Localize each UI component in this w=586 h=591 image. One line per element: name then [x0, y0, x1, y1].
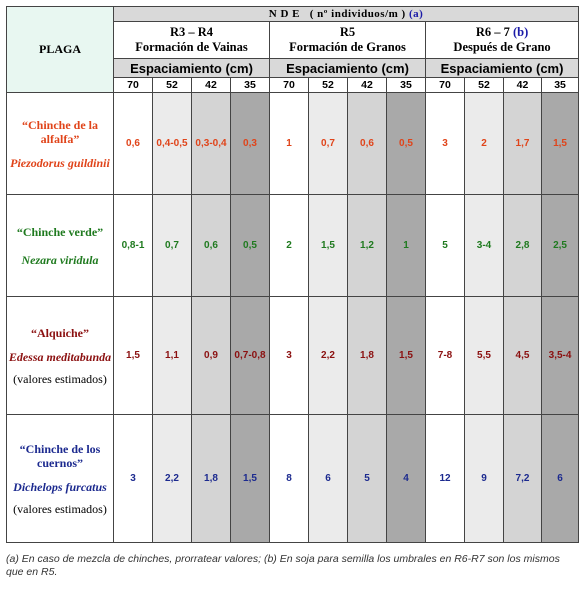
pest-common-name: “Chinche verde”: [16, 224, 104, 239]
table-row: [7, 93, 579, 195]
value-cell: 1,2: [348, 195, 387, 297]
pest-cell: [7, 195, 114, 297]
spacing-35: 35: [542, 78, 579, 93]
value-cell: 7,2: [504, 415, 542, 543]
spacing-35: 35: [231, 78, 270, 93]
spacing-42: 42: [192, 78, 231, 93]
value-cell: 0,6: [192, 195, 231, 297]
value-cell: 4,5: [504, 297, 542, 415]
value-cell: 2,2: [153, 415, 192, 543]
value-cell: 1,5: [309, 195, 348, 297]
value-cell: 2,5: [542, 195, 579, 297]
value-cell: 2: [465, 93, 504, 195]
stage-r3-r4-desc: Formación de Vainas: [135, 40, 248, 54]
table-row: [7, 297, 579, 415]
value-cell: 6: [542, 415, 579, 543]
spacing-35: 35: [387, 78, 426, 93]
pest-scientific-name: Nezara viridula: [21, 252, 99, 267]
stage-r5: [270, 22, 426, 59]
value-cell: 0,7: [309, 93, 348, 195]
nde-title-ref: (a): [408, 8, 424, 20]
stage-r3-r4: [114, 22, 270, 59]
spacing-42: 42: [348, 78, 387, 93]
value-cell: 0,5: [387, 93, 426, 195]
pest-scientific-name: Edessa meditabunda: [8, 349, 112, 364]
spacing-42: 42: [504, 78, 542, 93]
value-cell: 0,7: [153, 195, 192, 297]
spacing-70: 70: [270, 78, 309, 93]
value-cell: 0,9: [192, 297, 231, 415]
value-cell: 3,5-4: [542, 297, 579, 415]
pest-cell: [7, 93, 114, 195]
value-cell: 6: [309, 415, 348, 543]
pest-note: (valores estimados): [13, 371, 107, 386]
stage-r5-desc: Formación de Granos: [289, 40, 406, 54]
value-cell: 2,2: [309, 297, 348, 415]
value-cell: 0,3: [231, 93, 270, 195]
pest-cell: [7, 297, 114, 415]
value-cell: 1: [270, 93, 309, 195]
value-cell: 0,4-0,5: [153, 93, 192, 195]
value-cell: 0,5: [231, 195, 270, 297]
spacing-52: 52: [309, 78, 348, 93]
spacing-52: 52: [153, 78, 192, 93]
value-cell: 1,5: [542, 93, 579, 195]
stage-r6-r7: [426, 22, 579, 59]
pest-common-name: “Chinche de la alfalfa”: [21, 117, 98, 146]
pest-scientific-name: Dichelops furcatus: [13, 479, 107, 494]
stage-r3-r4-code: R3 – R4: [169, 25, 214, 39]
value-cell: 3-4: [465, 195, 504, 297]
spacing-70: 70: [114, 78, 153, 93]
pest-scientific-name: Piezodorus guildinii: [10, 155, 110, 170]
value-cell: 5,5: [465, 297, 504, 415]
value-cell: 0,8-1: [114, 195, 153, 297]
stage-r6-r7-desc: Después de Grano: [453, 40, 551, 54]
value-cell: 1: [387, 195, 426, 297]
value-cell: 8: [270, 415, 309, 543]
stage-r5-code: R5: [339, 25, 356, 39]
value-cell: 3: [426, 93, 465, 195]
spacing-52: 52: [465, 78, 504, 93]
value-cell: 1,7: [504, 93, 542, 195]
value-cell: 1,8: [348, 297, 387, 415]
value-cell: 7-8: [426, 297, 465, 415]
table-row: [7, 415, 579, 543]
value-cell: 2: [270, 195, 309, 297]
pest-cell: [7, 415, 114, 543]
value-cell: 3: [270, 297, 309, 415]
value-cell: 1,5: [231, 415, 270, 543]
value-cell: 1,5: [114, 297, 153, 415]
table-row: [7, 195, 579, 297]
value-cell: 1,5: [387, 297, 426, 415]
value-cell: 12: [426, 415, 465, 543]
value-cell: 1,1: [153, 297, 192, 415]
value-cell: 3: [114, 415, 153, 543]
value-cell: 2,8: [504, 195, 542, 297]
stage-r6-r7-ref: (b): [512, 25, 529, 39]
pest-note: (valores estimados): [13, 501, 107, 516]
pest-common-name: “Alquiche”: [30, 325, 89, 340]
value-cell: 5: [426, 195, 465, 297]
footnote: (a) En caso de mezcla de chinches, prorratear valores; (b) En soja para semilla los umbrales en R6-R7 son los mismos que en R5.: [6, 553, 560, 578]
value-cell: 0,3-0,4: [192, 93, 231, 195]
pest-common-name: “Chinche de los cuernos”: [19, 441, 101, 470]
value-cell: 9: [465, 415, 504, 543]
nde-title: [114, 7, 579, 22]
value-cell: 0,6: [114, 93, 153, 195]
stage-r6-r7-code: R6 – 7: [475, 25, 510, 39]
espaciamiento-header-3: Espaciamiento (cm): [426, 59, 579, 78]
nde-table: [6, 6, 579, 543]
spacing-70: 70: [426, 78, 465, 93]
value-cell: 0,7-0,8: [231, 297, 270, 415]
value-cell: 0,6: [348, 93, 387, 195]
value-cell: 4: [387, 415, 426, 543]
nde-title-text: N D E ( nº individuos/m ): [268, 8, 406, 20]
espaciamiento-header-2: Espaciamiento (cm): [270, 59, 426, 78]
espaciamiento-header-1: Espaciamiento (cm): [114, 59, 270, 78]
value-cell: 1,8: [192, 415, 231, 543]
plaga-header: PLAGA: [7, 7, 114, 93]
value-cell: 5: [348, 415, 387, 543]
